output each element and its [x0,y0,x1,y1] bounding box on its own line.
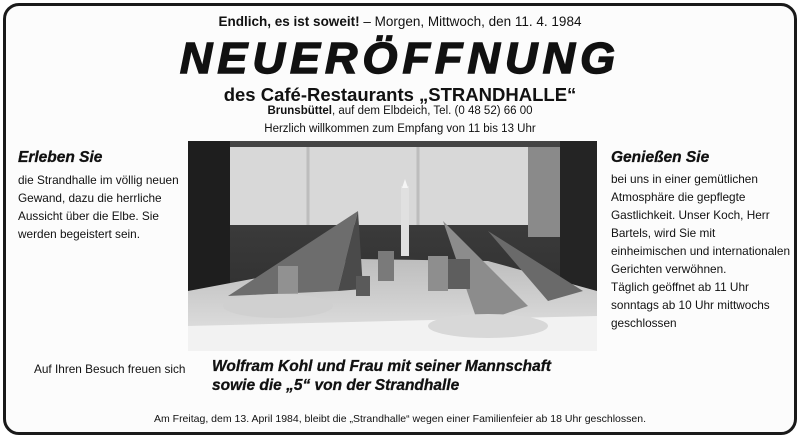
signature-line-2: sowie die „5“ von der Strandhalle [212,377,460,394]
right-column-paragraph: bei uns in einer gemütlichen Atmosphäre die gepflegte Gastlichkeit. Unser Koch, Herr Bartels, wird Sie mit einheimischen und internationalen Gerichten verwöhnen. [611,172,791,276]
headline-announcement: Endlich, es ist soweit! [218,14,360,29]
opening-hours: Täglich geöffnet ab 11 Uhr sonntags ab 10 Uhr mittwochs geschlossen [611,280,770,330]
welcome-line: Herzlich willkommen zum Empfang von 11 bis 13 Uhr [264,123,536,135]
right-column-title: Genießen Sie [611,149,710,166]
address-details: , auf dem Elbdeich, Tel. (0 48 52) 66 00 [332,105,533,117]
right-column-text [611,170,791,332]
left-column-title: Erleben Sie [18,149,103,166]
subtitle: des Café-Restaurants „STRANDHALLE“ [223,84,577,105]
restaurant-photo-illustration [188,141,597,351]
signature-lead: Auf Ihren Besuch freuen sich [34,362,186,376]
signature-names [212,357,551,395]
address-line [6,105,794,117]
newspaper-advertisement [3,3,797,435]
address-town: Brunsbüttel [267,105,332,117]
signature-line-1: Wolfram Kohl und Frau mit seiner Mannschaft [212,358,552,375]
left-column-text: die Strandhalle im völlig neuen Gewand, dazu die herrliche Aussicht über die Elbe. Sie werden begeistert sein. [18,173,179,241]
page-title: NEUERÖFFNUNG [179,34,621,83]
footer-notice: Am Freitag, dem 13. April 1984, bleibt die „Strandhalle“ wegen einer Familienfeier ab 18 Uhr geschlossen. [153,413,646,425]
headline [6,14,794,29]
headline-date: – Morgen, Mittwoch, den 11. 4. 1984 [359,14,582,29]
restaurant-interior-photo [188,141,597,351]
